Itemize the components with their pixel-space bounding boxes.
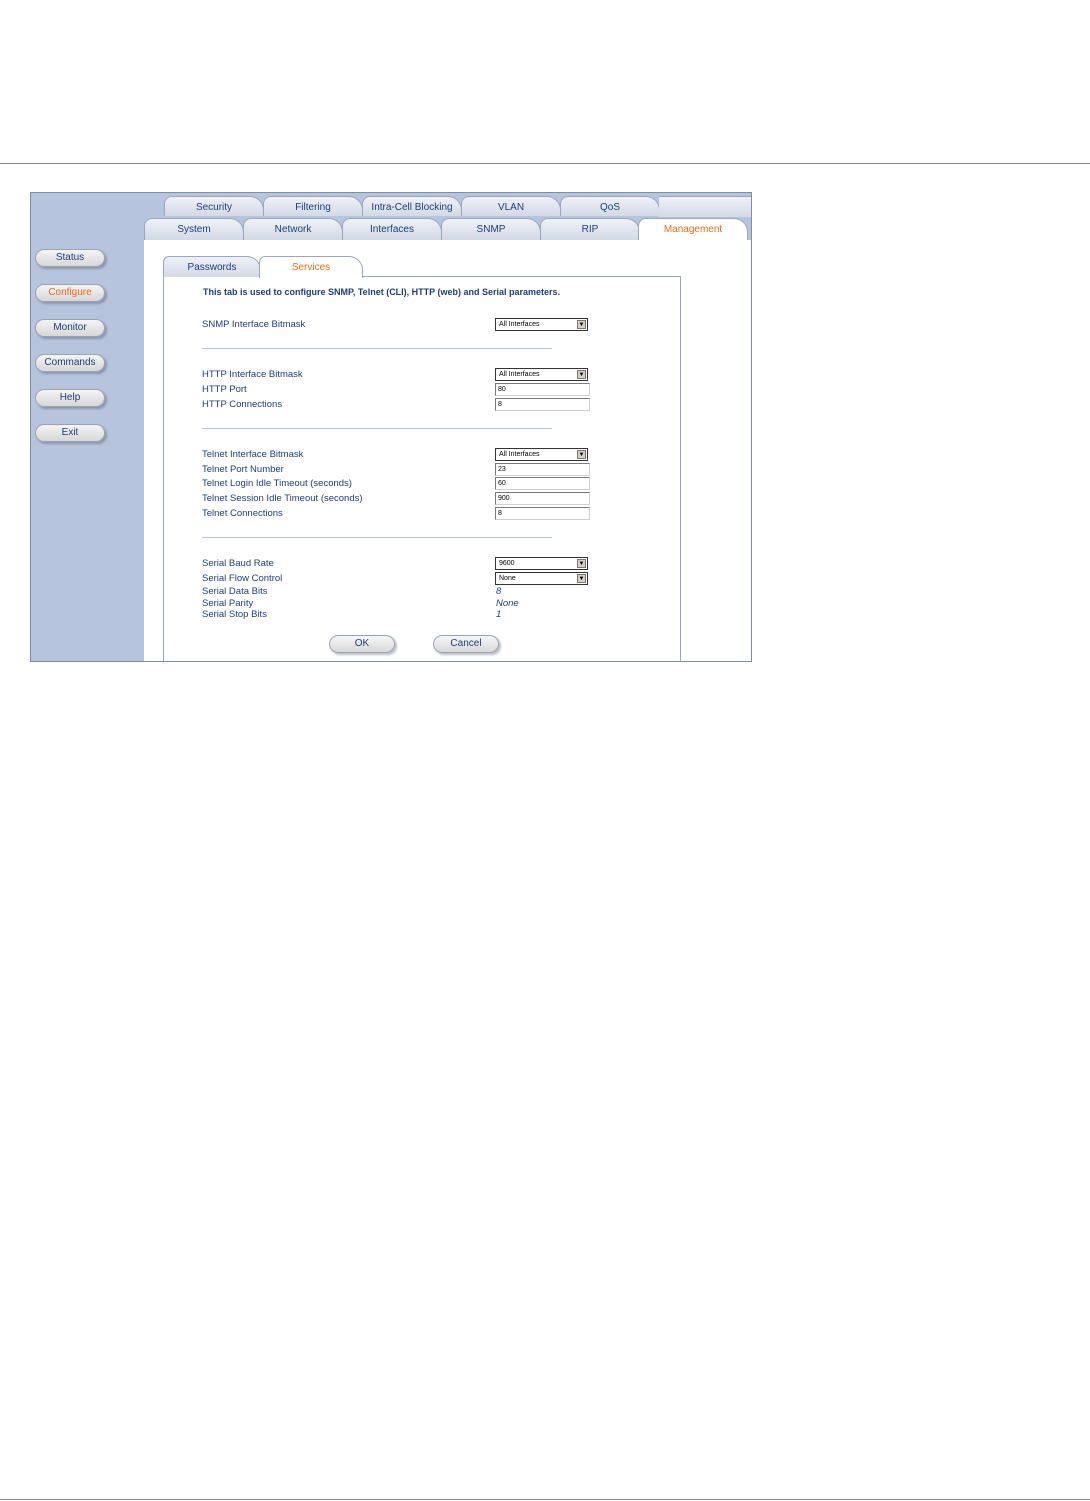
tab-system[interactable]: System: [144, 218, 244, 240]
tab-filtering[interactable]: Filtering: [263, 196, 363, 216]
tab-security[interactable]: Security: [164, 196, 264, 216]
app-window: [30, 192, 752, 662]
chevron-down-icon: ▼: [578, 576, 585, 582]
nav-commands-button[interactable]: Commands: [35, 354, 105, 372]
http-connections-label: HTTP Connections: [202, 399, 283, 410]
serial-parity-label: Serial Parity: [202, 598, 254, 609]
telnet-bitmask-value: All Interfaces: [499, 451, 540, 458]
cancel-button[interactable]: Cancel: [433, 635, 499, 653]
serial-data-bits-label: Serial Data Bits: [202, 586, 268, 597]
tab-intra-cell-blocking[interactable]: Intra-Cell Blocking: [362, 196, 462, 216]
chevron-down-icon: ▼: [578, 561, 585, 567]
serial-parity-value: None: [496, 598, 519, 609]
serial-stop-bits-value: 1: [496, 609, 502, 620]
section-divider: [202, 428, 552, 429]
nav-configure-button[interactable]: Configure: [35, 284, 105, 302]
telnet-bitmask-select[interactable]: [495, 448, 588, 461]
subtab-passwords[interactable]: Passwords: [163, 256, 261, 277]
serial-data-bits-value: 8: [496, 586, 502, 597]
chevron-down-icon: ▼: [578, 372, 585, 378]
serial-flow-value: None: [499, 575, 516, 582]
section-divider: [202, 537, 552, 538]
tab-row1-filler: [659, 196, 751, 217]
telnet-port-label: Telnet Port Number: [202, 464, 284, 475]
nav-help-button[interactable]: Help: [35, 389, 105, 407]
serial-baud-value: 9600: [499, 560, 515, 567]
section-divider: [202, 348, 552, 349]
http-bitmask-value: All Interfaces: [499, 371, 540, 378]
telnet-login-timeout-label: Telnet Login Idle Timeout (seconds): [202, 478, 352, 489]
page-top-rule: [0, 163, 1090, 164]
telnet-login-timeout-input[interactable]: 60: [495, 477, 590, 490]
telnet-connections-label: Telnet Connections: [202, 508, 283, 519]
tab-interfaces[interactable]: Interfaces: [342, 218, 442, 240]
telnet-connections-input[interactable]: 8: [495, 507, 590, 520]
tab-snmp[interactable]: SNMP: [441, 218, 541, 240]
tab-rip[interactable]: RIP: [540, 218, 640, 240]
tab-qos[interactable]: QoS: [560, 196, 660, 216]
http-port-input[interactable]: 80: [495, 383, 590, 396]
http-port-label: HTTP Port: [202, 384, 247, 395]
snmp-bitmask-label: SNMP Interface Bitmask: [202, 319, 306, 330]
tab-management[interactable]: Management: [638, 218, 748, 241]
tab-vlan[interactable]: VLAN: [461, 196, 561, 216]
ok-button[interactable]: OK: [329, 635, 395, 653]
telnet-session-timeout-label: Telnet Session Idle Timeout (seconds): [202, 493, 363, 504]
tab-network[interactable]: Network: [243, 218, 343, 240]
serial-flow-select[interactable]: [495, 572, 588, 585]
nav-monitor-button[interactable]: Monitor: [35, 319, 105, 337]
subtab-services[interactable]: Services: [259, 256, 363, 278]
intro-text: This tab is used to configure SNMP, Telnet (CLI), HTTP (web) and Serial parameters.: [203, 287, 561, 297]
page-bottom-rule: [0, 1499, 1090, 1500]
snmp-bitmask-select[interactable]: [495, 318, 588, 331]
telnet-session-timeout-input[interactable]: 900: [495, 492, 590, 505]
serial-stop-bits-label: Serial Stop Bits: [202, 609, 267, 620]
nav-exit-button[interactable]: Exit: [35, 424, 105, 442]
chevron-down-icon: ▼: [578, 322, 585, 328]
snmp-bitmask-value: All Interfaces: [499, 321, 540, 328]
serial-baud-label: Serial Baud Rate: [202, 558, 274, 569]
http-connections-input[interactable]: 8: [495, 398, 590, 411]
http-bitmask-select[interactable]: [495, 368, 588, 381]
telnet-bitmask-label: Telnet Interface Bitmask: [202, 449, 304, 460]
serial-baud-select[interactable]: [495, 557, 588, 570]
chevron-down-icon: ▼: [578, 452, 585, 458]
http-bitmask-label: HTTP Interface Bitmask: [202, 369, 303, 380]
serial-flow-label: Serial Flow Control: [202, 573, 283, 584]
nav-status-button[interactable]: Status: [35, 249, 105, 267]
telnet-port-input[interactable]: 23: [495, 463, 590, 476]
